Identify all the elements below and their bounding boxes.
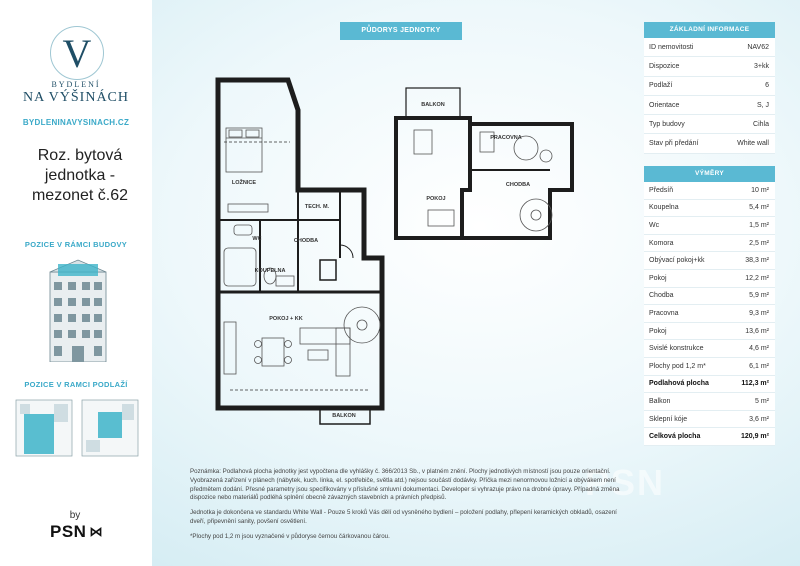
row-value: 6,1 m² bbox=[749, 362, 769, 370]
table-row bbox=[644, 428, 775, 446]
table-row bbox=[644, 270, 775, 288]
row-value: NAV62 bbox=[747, 43, 769, 51]
row-label: Podlaží bbox=[649, 82, 673, 90]
table-row bbox=[644, 200, 775, 218]
note-paragraph-2: Jednotka je dokončena ve standardu White Wall - Pouze 5 kroků Vás dělí od vysněného bydlení – položení podlahy, přlepení keramických obkladů, osazení dveří, připevnění sanity, povšení osvětlení. bbox=[190, 509, 617, 525]
row-label: Pokoj bbox=[649, 274, 667, 282]
table-row bbox=[644, 38, 775, 57]
room-label-balkon-bottom: BALKON bbox=[332, 413, 356, 419]
row-label: Orientace bbox=[649, 101, 680, 109]
table-row bbox=[644, 77, 775, 96]
basic-info-table bbox=[644, 22, 775, 154]
row-label: Komora bbox=[649, 239, 674, 247]
row-value: 5,9 m² bbox=[749, 292, 769, 300]
logo-letter: V bbox=[62, 30, 92, 76]
row-value: Cihla bbox=[753, 120, 769, 128]
building-position-label: POZICE V RÁMCI BUDOVY bbox=[24, 240, 128, 249]
row-value: 10 m² bbox=[751, 186, 769, 194]
developer-name: PSN bbox=[50, 522, 87, 541]
row-label: Chodba bbox=[649, 292, 674, 300]
row-label: Wc bbox=[649, 221, 660, 229]
table-row bbox=[644, 115, 775, 134]
floor-position-label: POZICE V RAMCI PODLAŽÍ bbox=[24, 380, 128, 389]
row-value: 3+kk bbox=[754, 62, 769, 70]
row-label: Plochy pod 1,2 m* bbox=[649, 362, 706, 370]
room-label-pracovna: PRACOVNA bbox=[490, 135, 522, 141]
row-label: Koupelna bbox=[649, 204, 679, 212]
table-row bbox=[644, 393, 775, 411]
floor-position-image bbox=[14, 396, 140, 460]
table-row bbox=[644, 134, 775, 153]
table-row bbox=[644, 217, 775, 235]
notes bbox=[190, 468, 630, 548]
room-label-chodba-low: CHODBA bbox=[293, 238, 319, 244]
row-value: 120,9 m² bbox=[740, 433, 769, 441]
table-row bbox=[644, 358, 775, 376]
website-link[interactable]: BYDLENINAVYSINACH.CZ bbox=[22, 118, 130, 127]
room-label-koupelna: KOUPELNA bbox=[254, 268, 286, 274]
room-label-pokoj: POKOJ bbox=[426, 196, 446, 202]
note-paragraph-3: *Plochy pod 1,2 m jsou vyznačené v půdoryse černou čárkovanou čárou. bbox=[190, 532, 390, 540]
table-row bbox=[644, 340, 775, 358]
building-position-image bbox=[48, 258, 108, 362]
room-label-loznice: LOŽNICE bbox=[231, 180, 257, 186]
basic-info-title: ZÁKLADNÍ INFORMACE bbox=[644, 22, 775, 38]
table-row bbox=[644, 96, 775, 115]
row-label: Podlahová plocha bbox=[649, 380, 709, 388]
row-label: Pokoj bbox=[649, 327, 667, 335]
room-label-chodba-up: CHODBA bbox=[505, 182, 531, 188]
row-value: White wall bbox=[737, 140, 769, 148]
row-value: 4,6 m² bbox=[749, 345, 769, 353]
row-value: 2,5 m² bbox=[749, 239, 769, 247]
table-row bbox=[644, 305, 775, 323]
row-label: Předsíň bbox=[649, 186, 674, 194]
brand-logo bbox=[50, 26, 104, 80]
by-label: by bbox=[69, 510, 81, 521]
areas-title: VÝMĚRY bbox=[644, 166, 775, 182]
room-label-wc: WC bbox=[252, 236, 262, 242]
plan-title: PŮDORYS JEDNOTKY bbox=[340, 22, 462, 40]
table-row bbox=[644, 182, 775, 200]
table-row bbox=[644, 376, 775, 394]
row-value: 9,3 m² bbox=[749, 309, 769, 317]
row-value: 6 bbox=[765, 82, 769, 90]
table-row bbox=[644, 288, 775, 306]
row-value: 5 m² bbox=[755, 397, 769, 405]
room-label-tech: TECH. M. bbox=[304, 204, 330, 210]
table-row bbox=[644, 323, 775, 341]
row-value: 38,3 m² bbox=[745, 257, 769, 265]
row-label: Stav při předání bbox=[649, 140, 699, 148]
areas-table bbox=[644, 166, 775, 446]
row-label: Dispozice bbox=[649, 62, 680, 70]
row-value: 5,4 m² bbox=[749, 204, 769, 212]
psn-mark-icon: ⋈ bbox=[89, 524, 103, 539]
table-row bbox=[644, 57, 775, 76]
unit-title: Roz. bytová jednotka - mezonet č.62 bbox=[31, 147, 129, 204]
row-value: S, J bbox=[756, 101, 769, 109]
developer-logo bbox=[50, 522, 103, 542]
table-row bbox=[644, 252, 775, 270]
table-row bbox=[644, 411, 775, 429]
brand-line-1: BYDLENÍ bbox=[51, 80, 101, 89]
row-label: Sklepní kóje bbox=[649, 415, 688, 423]
row-label: Balkon bbox=[649, 397, 671, 405]
row-label: Svislé konstrukce bbox=[649, 345, 704, 353]
room-label-balkon-top: BALKON bbox=[421, 102, 445, 108]
brand-line-2: NA VÝŠINÁCH bbox=[22, 90, 130, 105]
row-label: Obývací pokoj+kk bbox=[649, 257, 705, 265]
row-label: ID nemovitosti bbox=[649, 43, 694, 51]
row-value: 13,6 m² bbox=[745, 327, 769, 335]
left-panel bbox=[0, 0, 152, 566]
note-paragraph-1: Poznámka: Podlahová plocha jednotky jest vypočtena dle vyhlášky č. 366/2013 Sb., v platném znění. Plochy jednotlivých místností jsou pouze orientační. Vyobrazená zařízení v plánech (nábytek, kuch. linka, el. spotřebiče, světla atd.) nejsou součástí dodávky. Příčka mezi nenormovou ložnicí a obývákem není předmětem dodání. Přesné parametry jsou specifikovány v příslušné smluvní dokumentaci. Developer si vyhrazuje právo na drobné úpravy. Případná změna dispozice nebo materiálů podléhá splnění obecně závazných stavebních a právních předpisů. bbox=[190, 468, 620, 502]
psn-watermark: PSN bbox=[585, 462, 666, 503]
table-row bbox=[644, 235, 775, 253]
row-label: Celková plocha bbox=[649, 433, 701, 441]
row-label: Pracovna bbox=[649, 309, 679, 317]
row-label: Typ budovy bbox=[649, 120, 685, 128]
row-value: 112,3 m² bbox=[741, 380, 769, 388]
row-value: 3,6 m² bbox=[749, 415, 769, 423]
row-value: 12,2 m² bbox=[745, 274, 769, 282]
room-label-pokoj-kk: POKOJ + KK bbox=[269, 316, 303, 322]
row-value: 1,5 m² bbox=[749, 221, 769, 229]
floor-plan bbox=[200, 70, 590, 440]
